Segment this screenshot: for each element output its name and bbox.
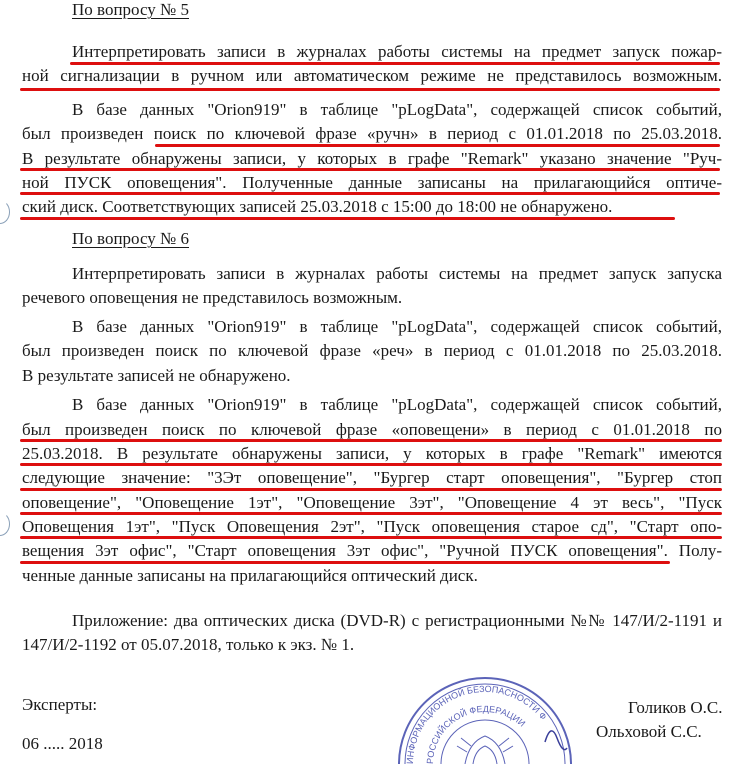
stamp-text-inner: РОССИЙСКОЙ ФЕДЕРАЦИИ <box>424 703 528 764</box>
q6-line-3: В базе данных "Orion919" в таблице "pLogData", содержащей список событий, <box>72 317 722 336</box>
highlight-underline <box>20 488 722 491</box>
stamp-text-outer: ИНФОРМАЦИОННОЙ БЕЗОПАСНОСТИ Ф <box>404 683 549 764</box>
q5-line-1: Интерпретировать записи в журналах работы системы на предмет запуск пожар- <box>72 42 722 61</box>
highlight-underline <box>20 192 720 195</box>
official-stamp <box>395 664 575 764</box>
highlight-underline <box>20 561 670 564</box>
q6-heading: По вопросу № 6 <box>72 229 189 248</box>
q6-line-12: вещения 3эт офис", "Старт оповещения 3эт офис", "Ручной ПУСК оповещения". Полу- <box>22 541 722 560</box>
q6-line-6: В базе данных "Orion919" в таблице "pLogData", содержащей список событий, <box>72 395 722 414</box>
q6-line-7: был произведен поиск по ключевой фразе «оповещени» в период с 01.01.2018 по <box>22 420 722 439</box>
scan-edge-mark <box>0 512 10 536</box>
q5-line-3: В базе данных "Orion919" в таблице "pLogData", содержащей список событий, <box>72 100 722 119</box>
q5-line-6: ной ПУСК оповещения". Полученные данные записаны на прилагающийся оптиче- <box>22 173 722 192</box>
q6-line-1: Интерпретировать записи в журналах работы системы на предмет запуск запуска <box>72 264 722 283</box>
highlight-underline <box>155 144 720 147</box>
highlight-underline <box>20 88 720 91</box>
q6-line-5: В результате записей не обнаружено. <box>22 366 291 385</box>
highlight-underline <box>20 512 722 515</box>
highlight-underline <box>20 536 722 539</box>
attachment-line-2: 147/И/2-1192 от 05.07.2018, только к экз. № 1. <box>22 635 355 654</box>
q5-line-5: В результате обнаружены записи, у которых в графе "Remark" указано значение "Руч- <box>22 149 722 168</box>
q5-line-2: ной сигнализации в ручном или автоматическом режиме не представилось возможным. <box>22 66 722 85</box>
q6-line-13: ченные данные записаны на прилагающийся оптический диск. <box>22 566 478 585</box>
highlight-underline <box>20 217 675 220</box>
highlight-underline <box>70 62 720 65</box>
q5-heading: По вопросу № 5 <box>72 0 189 19</box>
highlight-underline <box>20 439 722 442</box>
date-line: 06 ..... 2018 <box>22 734 103 753</box>
q6-line-8: 25.03.2018. В результате обнаружены записи, у которых в графе "Remark" имеются <box>22 444 722 463</box>
q6-line-11: Оповещения 1эт", "Пуск Оповещения 2эт", "Пуск оповещения старое сд", "Старт опо- <box>22 517 722 536</box>
q6-line-4: был произведен поиск по ключевой фразе «реч» в период с 01.01.2018 по 25.03.2018. <box>22 341 722 360</box>
q6-line-10: оповещение", "Оповещение 1эт", "Оповещение 3эт", "Оповещение 4 эт весь", "Пуск <box>22 493 722 512</box>
highlight-underline <box>20 168 720 171</box>
q5-line-4: был произведен поиск по ключевой фразе «ручн» в период с 01.01.2018 по 25.03.2018. <box>22 124 722 143</box>
scan-edge-mark <box>0 200 10 224</box>
q6-line-9: следующие значение: "3Эт оповещение", "Бургер старт оповещения", "Бургер стоп <box>22 468 722 487</box>
q6-line-2: речевого оповещения не представилось возможным. <box>22 288 403 307</box>
attachment-line-1: Приложение: два оптических диска (DVD-R) с регистрационными №№ 147/И/2-1191 и <box>72 611 722 630</box>
q5-line-7: ский диск. Соответствующих записей 25.03.2018 с 15:00 до 18:00 не обнаружено. <box>22 197 613 216</box>
signer-2: Ольховой С.С. <box>596 722 702 741</box>
highlight-underline <box>20 463 722 466</box>
signer-1: Голиков О.С. <box>628 698 723 717</box>
experts-label: Эксперты: <box>22 695 98 714</box>
